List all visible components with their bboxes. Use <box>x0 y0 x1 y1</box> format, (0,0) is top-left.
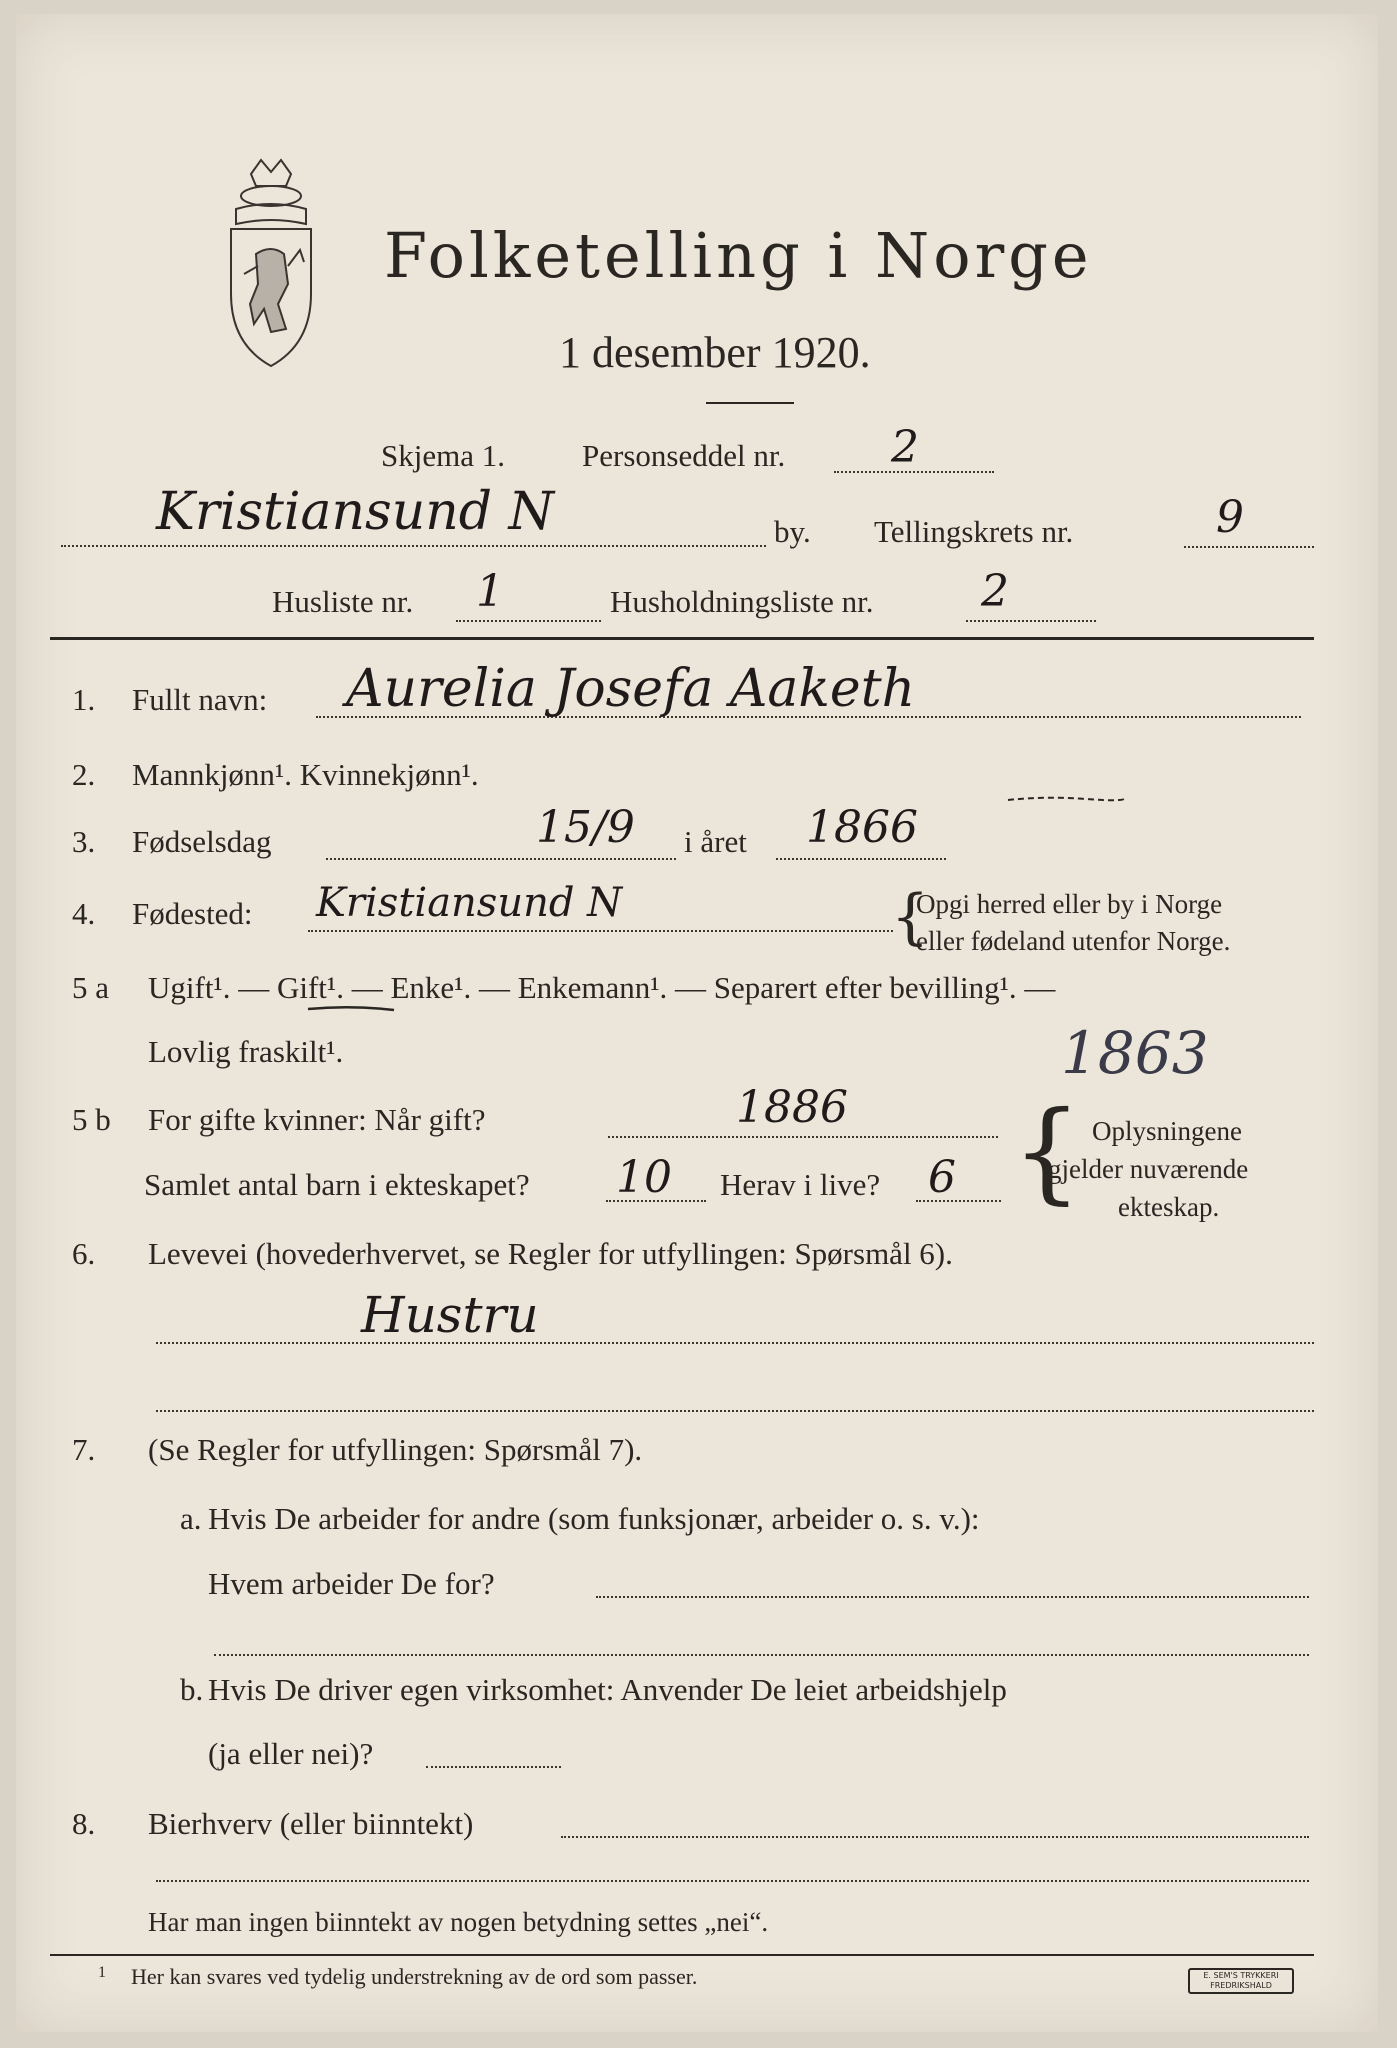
birth-day-value[interactable]: 15/9 <box>536 802 635 853</box>
marital-status-options: Ugift¹. — Gift¹. — Enke¹. — Enkemann¹. — Separert efter bevilling¹. — <box>148 970 1056 1005</box>
q7a-label: Hvis De arbeider for andre (som funksjonær, arbeider o. s. v.): <box>208 1501 980 1536</box>
q7a-line-1 <box>596 1596 1309 1598</box>
q6-line-1 <box>156 1342 1314 1344</box>
q7b-label-2: (ja eller nei)? <box>208 1736 374 1771</box>
husholdning-line <box>966 620 1096 622</box>
q7b-label: Hvis De driver egen virksomhet: Anvender De leiet arbeidshjelp <box>208 1672 1007 1707</box>
q4-number: 4. <box>72 896 96 931</box>
birth-year-value[interactable]: 1866 <box>806 802 918 853</box>
q1-number: 1. <box>72 682 96 717</box>
q4-note-line1: Opgi herred eller by i Norge <box>916 889 1223 919</box>
q4-label: Fødested: <box>132 896 253 931</box>
q5b-number: 5 b <box>72 1102 111 1137</box>
q7-label: (Se Regler for utfyllingen: Spørsmål 7). <box>148 1432 643 1467</box>
husliste-value[interactable]: 1 <box>476 566 504 617</box>
alive-value[interactable]: 6 <box>928 1152 956 1203</box>
census-date: 1 desember 1920. <box>559 328 871 377</box>
q7a-letter: a. <box>180 1501 202 1536</box>
q7b-line <box>426 1766 561 1768</box>
q5b-note-line2: gjelder nuværende <box>1048 1154 1249 1184</box>
q1-label: Fullt navn: <box>132 682 268 717</box>
q7b-letter: b. <box>180 1672 204 1707</box>
by-line <box>61 545 766 547</box>
q7a-label-2: Hvem arbeider De for? <box>208 1566 495 1601</box>
q7-number: 7. <box>72 1432 96 1467</box>
q6-number: 6. <box>72 1236 96 1271</box>
personseddel-label: Personseddel nr. <box>582 438 786 473</box>
q5b-note-brace: { <box>1012 1087 1082 1215</box>
q8-label: Bierhverv (eller biinntekt) <box>148 1806 474 1841</box>
q3-label: Fødselsdag <box>132 824 272 859</box>
q2-number: 2. <box>72 757 96 792</box>
birthplace-value[interactable]: Kristiansund N <box>316 880 623 926</box>
q5b-note-line1: Oplysningene <box>1092 1116 1242 1146</box>
norway-coat-of-arms-icon <box>216 154 326 374</box>
title-divider <box>706 402 794 404</box>
q5b-married-line <box>608 1136 998 1138</box>
q4-note-brace: { <box>891 882 930 952</box>
q3-day-line <box>326 858 676 860</box>
tellingskrets-value[interactable]: 9 <box>1216 492 1244 543</box>
full-name-value[interactable]: Aurelia Josefa Aaketh <box>346 659 916 719</box>
married-year-value[interactable]: 1886 <box>736 1082 848 1133</box>
gender-options: Mannkjønn¹. Kvinnekjønn¹. <box>132 757 479 792</box>
q8-line-1 <box>561 1836 1309 1838</box>
marital-status-options-2: Lovlig fraskilt¹. <box>148 1034 344 1069</box>
margin-note-year: 1863 <box>1061 1019 1209 1087</box>
schema-label: Skjema 1. <box>381 438 505 473</box>
husliste-line <box>456 620 601 622</box>
q5b-note-line3: ekteskap. <box>1118 1192 1220 1222</box>
footer-note: Har man ingen biinntekt av nogen betydning settes „nei“. <box>148 1907 769 1937</box>
footnote-number: 1 <box>98 1964 106 1981</box>
q5b-label: For gifte kvinner: Når gift? <box>148 1102 486 1137</box>
children-value[interactable]: 10 <box>616 1152 672 1203</box>
q3-year-line <box>776 858 946 860</box>
printer-stamp: E. SEM'S TRYKKERI FREDRIKSHALD <box>1188 1968 1294 1994</box>
children-label: Samlet antal barn i ekteskapet? <box>144 1167 530 1202</box>
q3-number: 3. <box>72 824 96 859</box>
q6-line-2 <box>156 1410 1314 1412</box>
q4-line <box>308 930 893 932</box>
husholdning-value[interactable]: 2 <box>981 566 1009 617</box>
q3-year-label: i året <box>684 824 747 859</box>
header-rule <box>50 637 1314 640</box>
occupation-value[interactable]: Hustru <box>361 1286 539 1344</box>
alive-label: Herav i live? <box>720 1167 881 1202</box>
husliste-label: Husliste nr. <box>272 584 414 619</box>
q7a-line-2 <box>214 1654 1309 1656</box>
by-value[interactable]: Kristiansund N <box>156 482 555 542</box>
by-label: by. <box>774 514 811 549</box>
footer-rule <box>50 1954 1314 1956</box>
q6-label: Levevei (hovederhvervet, se Regler for utfyllingen: Spørsmål 6). <box>148 1236 953 1271</box>
personseddel-value[interactable]: 2 <box>891 422 919 473</box>
q5a-number: 5 a <box>72 970 110 1005</box>
footnote-text: Her kan svares ved tydelig understrekning av de ord som passer. <box>131 1964 698 1989</box>
q8-number: 8. <box>72 1806 96 1841</box>
census-form <box>16 14 1378 2032</box>
tellingskrets-label: Tellingskrets nr. <box>874 514 1074 549</box>
gift-underline <box>306 1004 396 1014</box>
q4-note-line2: eller fødeland utenfor Norge. <box>916 926 1231 956</box>
q8-line-2 <box>156 1880 1309 1882</box>
tellingskrets-line <box>1184 546 1314 548</box>
form-title: Folketelling i Norge <box>384 219 1093 292</box>
kvinnekjonn-underline <box>1006 794 1126 804</box>
husholdning-label: Husholdningsliste nr. <box>610 584 874 619</box>
